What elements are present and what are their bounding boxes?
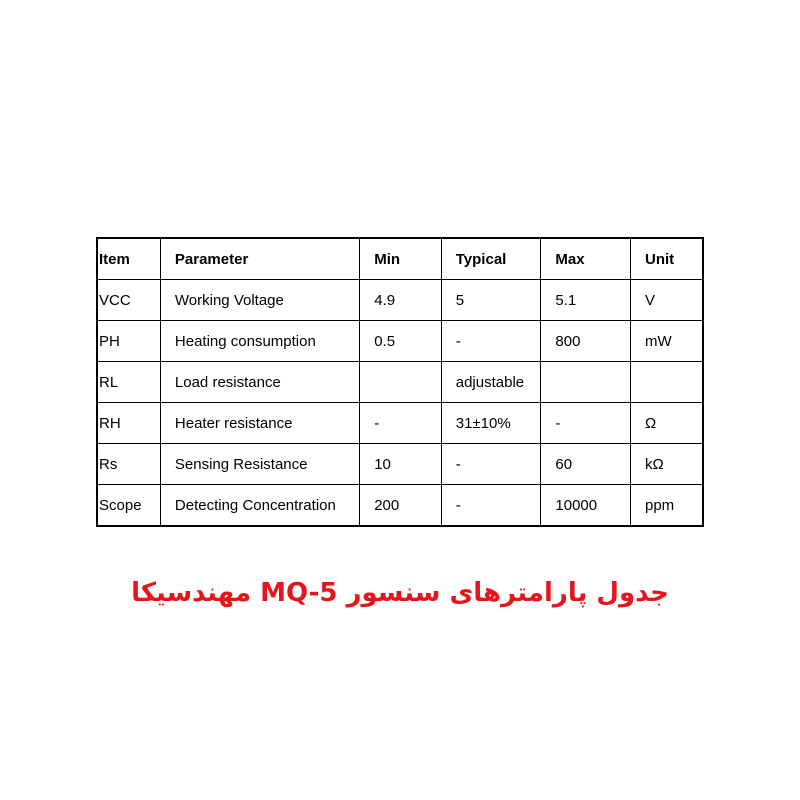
cell-max: 800 [541, 321, 631, 362]
header-item: Item [97, 238, 160, 280]
cell-max: - [541, 403, 631, 444]
header-max: Max [541, 238, 631, 280]
cell-typical: 5 [441, 280, 541, 321]
cell-parameter: Load resistance [160, 362, 359, 403]
table-row [97, 485, 703, 527]
cell-max: 10000 [541, 485, 631, 527]
cell-typical: - [441, 321, 541, 362]
cell-item: PH [97, 321, 160, 362]
cell-min [360, 362, 442, 403]
cell-min: 10 [360, 444, 442, 485]
cell-unit: mW [630, 321, 703, 362]
cell-item: Rs [97, 444, 160, 485]
cell-parameter: Heating consumption [160, 321, 359, 362]
cell-item: RL [97, 362, 160, 403]
cell-parameter: Detecting Concentration [160, 485, 359, 527]
table-caption: جدول پارامترهای سنسور MQ-5 مهندسیکا [131, 578, 669, 608]
sensor-parameters-table [96, 237, 704, 527]
header-min: Min [360, 238, 442, 280]
table-row [97, 362, 703, 403]
cell-max [541, 362, 631, 403]
table-row [97, 321, 703, 362]
cell-item: RH [97, 403, 160, 444]
cell-typical: - [441, 444, 541, 485]
table-row [97, 403, 703, 444]
cell-max: 5.1 [541, 280, 631, 321]
table-header-row [97, 238, 703, 280]
cell-parameter: Heater resistance [160, 403, 359, 444]
cell-unit [630, 362, 703, 403]
cell-unit: ppm [630, 485, 703, 527]
cell-min: 4.9 [360, 280, 442, 321]
header-unit: Unit [630, 238, 703, 280]
cell-typical: - [441, 485, 541, 527]
cell-item: VCC [97, 280, 160, 321]
cell-min: 0.5 [360, 321, 442, 362]
header-parameter: Parameter [160, 238, 359, 280]
cell-typical: 31±10% [441, 403, 541, 444]
cell-unit: kΩ [630, 444, 703, 485]
cell-max: 60 [541, 444, 631, 485]
cell-item: Scope [97, 485, 160, 527]
cell-min: - [360, 403, 442, 444]
cell-parameter: Sensing Resistance [160, 444, 359, 485]
cell-parameter: Working Voltage [160, 280, 359, 321]
cell-unit: V [630, 280, 703, 321]
cell-unit: Ω [630, 403, 703, 444]
table-row [97, 444, 703, 485]
cell-min: 200 [360, 485, 442, 527]
header-typical: Typical [441, 238, 541, 280]
cell-typical: adjustable [441, 362, 541, 403]
table-row [97, 280, 703, 321]
